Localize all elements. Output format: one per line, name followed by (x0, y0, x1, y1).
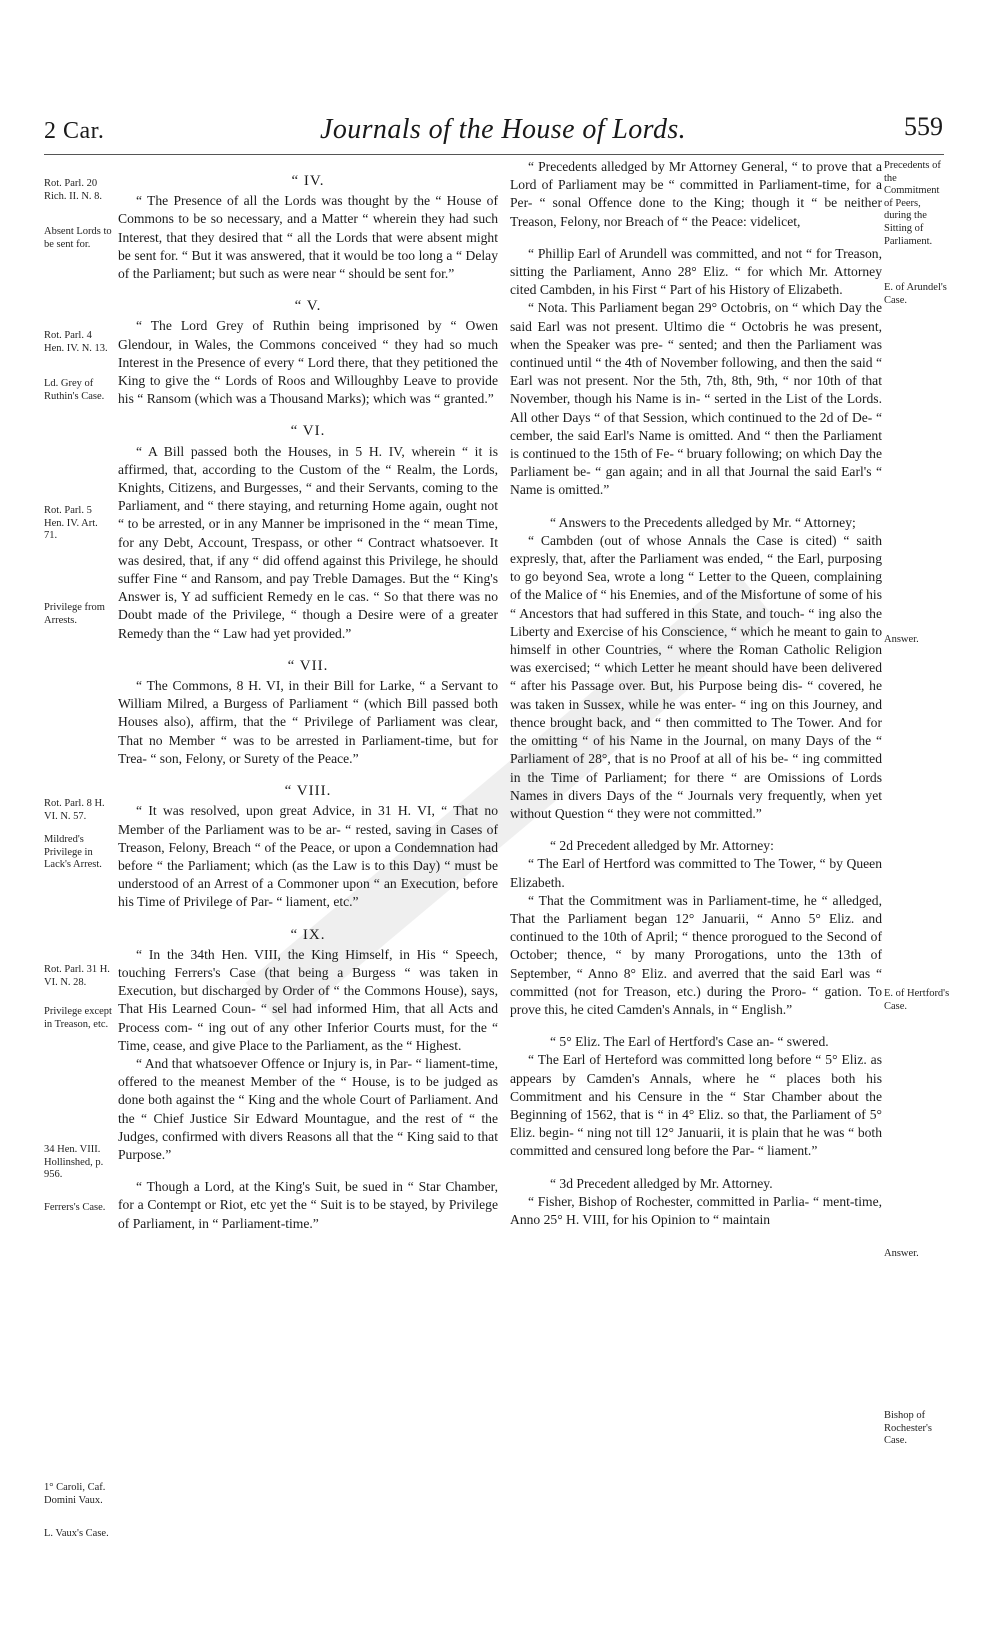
margin-note-right: Answer. (884, 1248, 919, 1259)
section-numeral: “ VI. (290, 423, 326, 440)
page-number: 559 (904, 112, 943, 141)
margin-note: Rot. Parl. 8 H. VI. N. 57. (44, 798, 105, 822)
paragraph: “ The Commons, 8 H. VI, in their Bill for Larke, “ a Servant to William Milred, a Burgess of Parliament “ (which Bill passed both Houses also), affirm, that the “ Privilege of Parliament was clear, That no Member “ was to be arrested in Parliament-time, but for Trea- “ son, Felony, or Surety of the Peace.” (118, 678, 498, 766)
section-numeral: “ V. (294, 298, 322, 315)
paragraph-gap (510, 823, 882, 837)
margin-note-right: E. of Hertford's Case. (884, 988, 950, 1012)
paragraph: “ The Lord Grey of Ruthin being imprisoned by “ Owen Glendour, in Wales, the Commons conceived “ they had so much Interest in the Presence of every “ Lord there, that they petitioned the King to give the “ Lords of Roos and Willoughby Leave to provide his “ Ransom (which was a Thousand Marks); which was “ granted.” (118, 318, 498, 407)
section-numeral: “ VIII. (284, 783, 332, 800)
paragraph: “ 2d Precedent alledged by Mr. Attorney: (550, 838, 774, 854)
left-text-column (118, 158, 498, 1233)
paragraph: “ Answers to the Precedents alledged by Mr. “ Attorney; (550, 514, 856, 530)
paragraph: “ 3d Precedent alledged by Mr. Attorney. (550, 1175, 773, 1191)
right-text-column (510, 158, 882, 1229)
paragraph: “ 5° Eliz. The Earl of Hertford's Case an- “ swered. (550, 1034, 829, 1050)
paragraph-gap (510, 500, 882, 514)
paragraph: “ The Presence of all the Lords was thought by the “ House of Commons to be so necessary, and a Matter “ wherein they had such Interest, that they desired that “ all the Lords that were absent might be sent for. “ But it was answered, that it would be too long a “ Delay of the Parliament; but such as were near “ should be sent for.” (118, 193, 498, 282)
paragraph-gap (510, 1019, 882, 1033)
paragraph: “ Precedents alledged by Mr Attorney General, “ to prove that a Lord of Parliament may be “ committed in Parliament-time, for a Per- “ sonal Offence done to the King; though it “ be neither Treason, Felony, nor Breach of “ the Peace: videlicet, (510, 159, 882, 229)
section-numeral: “ IV. (291, 173, 325, 189)
margin-note-right: Answer. (884, 634, 919, 645)
paragraph: “ That the Commitment was in Parliament-time, he “ alledged, That the Parliament began 12° Januarii, “ Anno 5° Eliz. and continued to the 10th of April; “ thence prorogued to the Second of October; thence, “ by many Prorogations, unto the 13th of September, “ Anno 8° Eliz. and averred that the said Earl was “ committed (not for Treason, etc.) during the Proro- “ gation. To prove this, he cited Camden's Annals, in “ English.” (510, 892, 882, 1017)
margin-note: Ferrers's Case. (44, 1202, 106, 1213)
paragraph: “ Nota. This Parliament began 29° Octobris, on “ which Day the said Earl was not present. Ultimo die “ Octobris he was present, when the Speaker was pre- “ sented; and then the Parliament was continued until “ the 4th of November following, and then the said “ Earl was not present. Nor the 5th, 7th, 8th, 9th, “ nor 10th of that November, though his Name is in- “ serted in the List of the Lords. All other Days “ of that Session, which continued to the 2d of De- “ cember, the said Earl's Name is omitted. And “ then the Parliament is continued to the 15th of Fe- “ bruary following; on which Day the Parliament be- “ gan again; and in all that Journal the said Earl's “ Name is omitted.” (510, 300, 882, 498)
paragraph: “ And that whatsoever Offence or Injury is, in Par- “ liament-time, offered to the meanest Member of the “ House, is to be judged as done both against the “ King and the whole Court of Parliament. And the “ Chief Justice Sir Edward Mountague, and the rest of “ the Judges, confirmed with divers Reasons all that the “ King said to that Purpose.” (118, 1055, 498, 1162)
paragraph-gap (118, 1164, 498, 1178)
margin-note: Ld. Grey of Ruthin's Case. (44, 378, 105, 402)
paragraph: “ The Earl of Herteford was committed long before “ 5° Eliz. as appears by Camden's Annals, where he “ places both his Commitment and his Censure in the “ Star Chamber about the Beginning of 1562, that is “ in 4° Eliz. so that, the Parliament of 5° Eliz. begin- “ ning not till 12° Januarii, it is plain that he was “ both committed and censured long before the Par- “ liament.” (510, 1052, 882, 1159)
section-numeral: “ IX. (290, 926, 326, 943)
running-head-title: Journals of the House of Lords. (320, 114, 687, 145)
margin-note: Rot. Parl. 4 Hen. IV. N. 13. (44, 330, 108, 354)
paragraph: “ A Bill passed both the Houses, in 5 H. IV, wherein “ it is affirmed, that, according to the Custom of the “ Realm, the Lords, Knights, Citizens, and Burgesses, “ and their Servants, coming to the Parliament, and “ there staying, and returning Home again, ought not “ to be arrested, or in any Manner be imprisoned in the “ mean Time, for any Debt, Account, Trespass, or other “ Contract whatsoever. It was desired, that, if any “ did offend against this Privilege, he should suffer Fine “ and Ransom, and pay Treble Damages. But the “ King's Answer is, Y ad sufficient Remedy en le cas. “ So that there was no Doubt made of the Privilege, “ though a Desire were of a greater Remedy than the “ Law had yet provided.” (118, 443, 498, 641)
paragraph: “ The Earl of Hertford was committed to The Tower, “ by Queen Elizabeth. (510, 856, 882, 890)
header-rule (44, 154, 944, 155)
section-numeral: “ VII. (287, 657, 329, 674)
margin-note: 34 Hen. VIII. Hollinshed, p. 956. (44, 1144, 104, 1181)
paragraph: “ Cambden (out of whose Annals the Case is cited) “ saith expresly, that, after the Parliament was ended, “ the Earl, purposing to go beyond Sea, wrote a long “ Letter to the Queen, complaining of the Malice of “ his Enemies, and of the Misfortune of some of his “ Ancestors that had suffered in this State, and touch- “ ing also the Liberty and Exercise of his Conscience, “ which he meant to gain to himself in other Countries, “ where the Roman Catholic Religion was exercised; “ which Letter he meant should have been delivered “ after his Passage over. But, his Purpose being dis- “ covered, he was taken in Sussex, while he was enter- “ ing on this Journey, and thence brought back, and “ then committed to The Tower. And for the omitting “ of his Name in the Journal, on many Days of the “ Parliament of 28°, that is no Proof at all of his be- “ ing committed in the Time of Parliament; for there “ are Omissions of Lords Names in divers Days of the “ Journals very frequently, when yet without Question “ they were not committed.” (510, 532, 882, 821)
paragraph-gap (510, 231, 882, 245)
margin-note-right: E. of Arundel's Case. (884, 282, 947, 306)
paragraph: “ In the 34th Hen. VIII, the King Himself, in His “ Speech, touching Ferrers's Case (that being a Burgess “ was taken in Execution, but discharged by Order of “ the Commons House), says, That His Learned Coun- “ sel had informed Him, that all Acts and Process com- “ ing out of any other Inferior Courts must, for the “ Time, cease, and give Place to the Parliament, as the “ Highest. (118, 946, 498, 1053)
margin-note: Rot. Parl. 31 H. VI. N. 28. (44, 964, 110, 988)
paragraph: “ Phillip Earl of Arundell was committed, and not “ for Treason, sitting the Parliament, Anno 28° Eliz. “ for which Mr. Attorney cited Cambden, in his First “ Part of his History of Elizabeth. (510, 245, 882, 298)
margin-note: Rot. Parl. 5 Hen. IV. Art. 71. (44, 505, 98, 542)
paragraph: “ Fisher, Bishop of Rochester, committed in Parlia- “ ment-time, Anno 25° H. VIII, for his Opinion to “ maintain (510, 1193, 882, 1227)
paragraph-gap (510, 1161, 882, 1175)
margin-note: Rot. Parl. 20 Rich. II. N. 8. (44, 178, 103, 202)
margin-note: Privilege except in Treason, etc. (44, 1006, 112, 1030)
margin-note: Mildred's Privilege in Lack's Arrest. (44, 834, 102, 871)
paragraph: “ It was resolved, upon great Advice, in 31 H. VI, “ That no Member of the Parliament was to be ar- “ rested, saving in Cases of Treason, Felony, Breach “ of the Peace, or upon a Condemnation had before “ the Parliament; which (as the Law is to this Day) “ must be understood of an Arrest of a Commoner upon “ an Execution, before his Time of Privilege of Par- “ liament, etc.” (118, 803, 498, 910)
margin-note-right: Bishop of Rochester's Case. (884, 1410, 932, 1447)
margin-note-right: Precedents of the Commitment of Peers, during the Sitting of Parliament. (884, 160, 941, 247)
margin-note: 1° Caroli, Caf. Domini Vaux. (44, 1482, 106, 1506)
running-head-left: 2 Car. (44, 118, 105, 144)
paragraph: “ Though a Lord, at the King's Suit, be sued in “ Star Chamber, for a Contempt or Riot, etc yet the “ Suit is to be stayed, by Privilege of Parliament, in “ Parliament-time.” (118, 1179, 498, 1231)
margin-note: Privilege from Arrests. (44, 602, 105, 626)
margin-note: L. Vaux's Case. (44, 1528, 109, 1539)
margin-note: Absent Lords to be sent for. (44, 226, 112, 250)
